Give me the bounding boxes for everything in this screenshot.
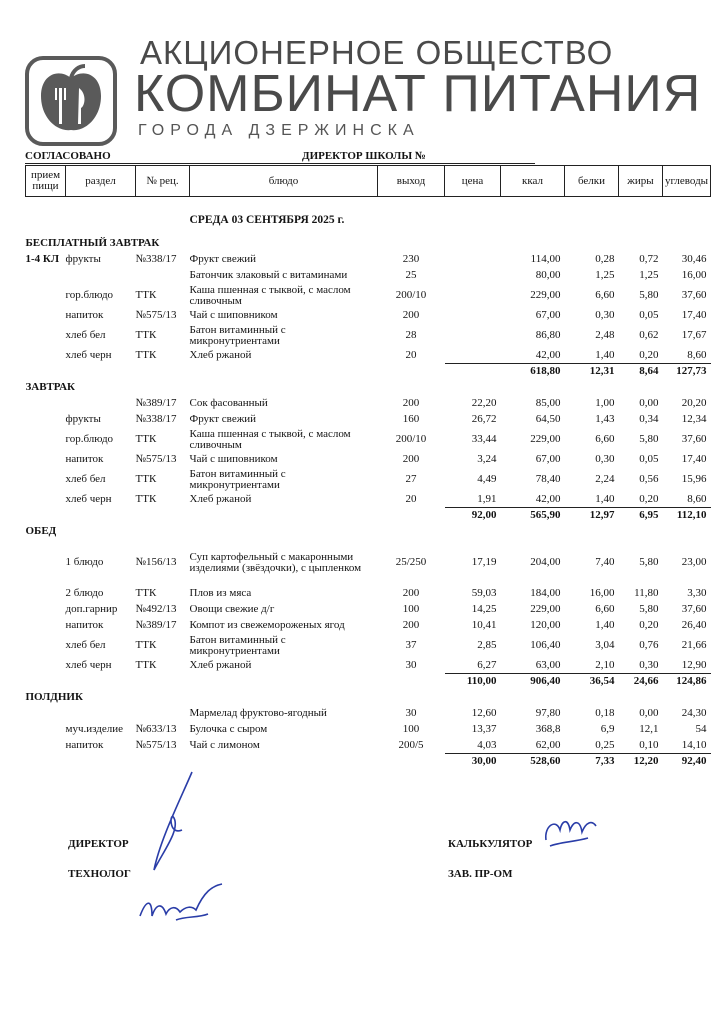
cell-yield: 200/10 <box>395 289 427 301</box>
cell-protein: 0,18 <box>595 707 615 719</box>
total-fat: 8,64 <box>639 365 659 378</box>
cell-protein: 2,48 <box>595 329 615 341</box>
cell-section: хлеб черн <box>65 349 112 361</box>
cell-fat: 1,25 <box>639 269 659 281</box>
cell-fat: 0,72 <box>639 253 659 265</box>
cell-price: 3,24 <box>477 453 497 465</box>
company-logo <box>25 56 117 146</box>
section-title-row <box>26 690 711 706</box>
cell-fat: 0,00 <box>639 397 659 409</box>
menu-row <box>26 586 711 602</box>
cell-protein: 2,10 <box>565 658 619 674</box>
cell-section: фрукты <box>65 253 101 265</box>
cell-meal <box>26 540 66 586</box>
total-carbs: 112,10 <box>676 509 707 522</box>
cell-carbs: 20,20 <box>681 397 707 409</box>
menu-body <box>26 197 711 770</box>
section-title: ЗАВТРАК <box>25 381 76 393</box>
cell-meal <box>26 428 66 452</box>
cell-recipe: №389/17 <box>135 397 177 409</box>
total-protein: 7,33 <box>595 755 615 768</box>
cell-section: напиток <box>65 309 104 321</box>
cell-fat: 0,05 <box>639 309 659 321</box>
section-title-row <box>26 236 711 252</box>
menu-row <box>26 324 711 348</box>
cell-kcal: 85,00 <box>535 397 561 409</box>
cell-kcal: 64,50 <box>535 413 561 425</box>
cell-meal <box>26 348 66 364</box>
menu-row <box>26 722 711 738</box>
cell-price <box>445 348 501 364</box>
total-carbs: 124,86 <box>676 675 707 688</box>
cell-kcal: 120,00 <box>530 619 561 631</box>
cell-yield: 20 <box>405 349 417 361</box>
menu-row <box>26 492 711 508</box>
cell-recipe: ТТК <box>135 349 157 361</box>
cell-fat: 0,76 <box>639 639 659 651</box>
cell-carbs: 23,00 <box>681 556 707 568</box>
cell-fat: 0,20 <box>639 619 659 631</box>
menu-row <box>26 634 711 658</box>
section-title: ПОЛДНИК <box>25 691 83 703</box>
cell-fat: 11,80 <box>634 587 659 599</box>
cell-price: 12,60 <box>471 707 497 719</box>
cell-kcal: 368,8 <box>535 723 561 735</box>
cell-price <box>445 308 501 324</box>
cell-carbs: 17,40 <box>681 309 707 321</box>
cell-recipe: №338/17 <box>135 253 177 265</box>
menu-row <box>26 658 711 674</box>
cell-yield: 160 <box>402 413 420 425</box>
cell-protein: 1,00 <box>595 397 615 409</box>
cell-yield: 200/5 <box>398 739 424 751</box>
cell-carbs: 24,30 <box>681 707 707 719</box>
menu-row <box>26 252 711 268</box>
col-header: жиры <box>619 166 663 197</box>
cell-protein: 16,00 <box>589 587 615 599</box>
cell-price: 4,03 <box>445 738 501 754</box>
cell-meal <box>26 468 66 492</box>
cell-dish: Батон витаминный с микронутриентами <box>189 323 286 347</box>
cell-fat: 0,20 <box>619 348 663 364</box>
cell-price: 2,85 <box>477 639 497 651</box>
cell-section: доп.гарнир <box>65 603 118 615</box>
technologist-signature-icon <box>136 880 236 930</box>
cell-dish: Батон витаминный с микронутриентами <box>189 467 286 491</box>
section-total-row <box>26 508 711 524</box>
section-title: БЕСПЛАТНЫЙ ЗАВТРАК <box>25 237 160 249</box>
cell-yield: 200 <box>402 453 420 465</box>
cell-kcal: 80,00 <box>535 269 561 281</box>
cell-meal <box>26 602 66 618</box>
total-carbs: 127,73 <box>676 365 707 378</box>
cell-meal <box>26 412 66 428</box>
cell-section: напиток <box>65 619 104 631</box>
table-header-row <box>26 166 711 197</box>
cell-carbs: 37,60 <box>681 433 707 445</box>
cell-carbs: 3,30 <box>687 587 707 599</box>
cell-protein: 7,40 <box>595 556 615 568</box>
section-total-row <box>26 364 711 380</box>
cell-protein: 1,40 <box>595 619 615 631</box>
cell-section: хлеб черн <box>65 493 112 505</box>
calculator-signature-icon <box>540 812 600 852</box>
total-price: 30,00 <box>471 755 497 768</box>
cell-price: 22,20 <box>471 397 497 409</box>
apple-fork-knife-icon <box>29 60 113 142</box>
director-signature-label: ДИРЕКТОР <box>68 838 129 850</box>
cell-price <box>445 324 501 348</box>
menu-row <box>26 348 711 364</box>
cell-fat: 5,80 <box>639 433 659 445</box>
cell-meal <box>26 284 66 308</box>
cell-kcal: 114,00 <box>530 253 561 265</box>
cell-meal: 1-4 КЛ <box>25 253 60 265</box>
menu-row <box>26 308 711 324</box>
school-director-label: ДИРЕКТОР ШКОЛЫ № <box>302 150 426 162</box>
cell-yield: 37 <box>405 639 417 651</box>
cell-yield: 100 <box>402 603 420 615</box>
cell-price: 10,41 <box>471 619 497 631</box>
technologist-signature-label: ТЕХНОЛОГ <box>68 868 131 880</box>
total-kcal: 528,60 <box>530 755 561 768</box>
cell-protein: 1,40 <box>565 492 619 508</box>
head-production-signature-label: ЗАВ. ПР-ОМ <box>448 868 513 880</box>
total-protein: 12,97 <box>589 509 615 522</box>
cell-meal <box>26 634 66 658</box>
menu-row <box>26 602 711 618</box>
total-protein: 12,31 <box>589 365 615 378</box>
cell-dish: Фрукт свежий <box>189 253 257 265</box>
cell-dish: Сок фасованный <box>189 397 268 409</box>
cell-fat: 0,20 <box>619 492 663 508</box>
cell-carbs: 17,40 <box>681 453 707 465</box>
cell-protein: 6,60 <box>595 603 615 615</box>
cell-carbs: 16,00 <box>681 269 707 281</box>
cell-section: напиток <box>65 739 104 751</box>
cell-price: 59,03 <box>471 587 497 599</box>
total-fat: 24,66 <box>633 675 659 688</box>
cell-recipe <box>136 706 190 722</box>
cell-recipe: ТТК <box>135 587 157 599</box>
cell-protein: 1,43 <box>595 413 615 425</box>
cell-dish: Компот из свежемороженых ягод <box>189 619 345 631</box>
org-name-line3: ГОРОДА ДЗЕРЖИНСКА <box>138 122 420 139</box>
cell-price <box>445 268 501 284</box>
cell-yield: 200 <box>402 619 420 631</box>
cell-yield: 200 <box>402 397 420 409</box>
cell-fat: 0,10 <box>619 738 663 754</box>
cell-kcal: 86,80 <box>535 329 561 341</box>
cell-section: 2 блюдо <box>65 587 104 599</box>
cell-section: фрукты <box>65 413 101 425</box>
cell-meal <box>26 268 66 284</box>
cell-meal <box>26 706 66 722</box>
cell-recipe: №338/17 <box>135 413 177 425</box>
cell-meal <box>26 396 66 412</box>
total-fat: 12,20 <box>633 755 659 768</box>
cell-carbs: 8,60 <box>663 492 711 508</box>
cell-kcal: 42,00 <box>501 492 565 508</box>
calculator-signature-label: КАЛЬКУЛЯТОР <box>448 838 533 850</box>
cell-meal <box>26 324 66 348</box>
cell-recipe: ТТК <box>135 659 157 671</box>
col-header: цена <box>445 166 501 197</box>
cell-section: гор.блюдо <box>65 289 114 301</box>
cell-price: 14,25 <box>471 603 497 615</box>
cell-protein: 6,60 <box>595 433 615 445</box>
cell-kcal: 67,00 <box>535 309 561 321</box>
cell-dish: Булочка с сыром <box>189 723 268 735</box>
cell-protein: 0,25 <box>565 738 619 754</box>
cell-fat: 5,80 <box>639 556 659 568</box>
approved-label: СОГЛАСОВАНО <box>25 150 111 162</box>
cell-recipe: №156/13 <box>135 556 177 568</box>
cell-fat: 0,30 <box>619 658 663 674</box>
cell-section: хлеб бел <box>65 329 106 341</box>
cell-section: хлеб бел <box>65 473 106 485</box>
menu-row <box>26 738 711 754</box>
cell-section: гор.блюдо <box>65 433 114 445</box>
cell-carbs: 14,10 <box>663 738 711 754</box>
cell-dish: Хлеб ржаной <box>189 659 252 671</box>
cell-protein: 0,30 <box>595 453 615 465</box>
menu-row <box>26 540 711 586</box>
cell-section <box>66 268 136 284</box>
cell-yield: 30 <box>405 659 417 671</box>
cell-dish: Хлеб ржаной <box>189 349 252 361</box>
cell-dish: Фрукт свежий <box>189 413 257 425</box>
cell-carbs: 30,46 <box>681 253 707 265</box>
cell-dish: Батончик злаковый с витаминами <box>189 269 348 281</box>
cell-yield: 25/250 <box>395 556 427 568</box>
cell-meal <box>26 452 66 468</box>
cell-recipe: №492/13 <box>135 603 177 615</box>
cell-price <box>445 252 501 268</box>
cell-meal <box>26 492 66 508</box>
cell-price: 6,27 <box>445 658 501 674</box>
cell-recipe: ТТК <box>135 329 157 341</box>
cell-carbs: 12,34 <box>681 413 707 425</box>
cell-fat: 0,62 <box>639 329 659 341</box>
cell-recipe: №633/13 <box>135 723 177 735</box>
section-title-row <box>26 380 711 396</box>
cell-dish: Суп картофельный с макаронными изделиями (звёздочки), с цыпленком <box>189 550 362 574</box>
cell-carbs: 21,66 <box>681 639 707 651</box>
header-underline <box>25 163 535 164</box>
section-total-row <box>26 674 711 690</box>
cell-fat: 0,00 <box>639 707 659 719</box>
cell-meal <box>26 586 66 602</box>
cell-yield: 200 <box>402 309 420 321</box>
cell-yield: 25 <box>405 269 417 281</box>
cell-fat: 0,56 <box>639 473 659 485</box>
cell-fat: 0,05 <box>639 453 659 465</box>
cell-dish: Хлеб ржаной <box>189 493 252 505</box>
cell-protein: 3,04 <box>595 639 615 651</box>
col-header: прием пищи <box>26 166 66 197</box>
cell-section: 1 блюдо <box>65 556 104 568</box>
cell-section: хлеб бел <box>65 639 106 651</box>
total-fat: 6,95 <box>639 509 659 522</box>
cell-recipe: ТТК <box>135 289 157 301</box>
cell-recipe: ТТК <box>135 473 157 485</box>
cell-price: 33,44 <box>471 433 497 445</box>
cell-price <box>445 284 501 308</box>
menu-row <box>26 452 711 468</box>
cell-recipe: ТТК <box>135 639 157 651</box>
menu-table <box>25 165 711 770</box>
cell-recipe: ТТК <box>135 433 157 445</box>
cell-dish: Чай с лимоном <box>189 739 260 751</box>
director-signature-icon <box>140 770 220 880</box>
cell-protein: 0,28 <box>595 253 615 265</box>
cell-recipe: ТТК <box>135 493 157 505</box>
cell-carbs: 37,60 <box>681 289 707 301</box>
menu-row <box>26 468 711 492</box>
cell-section: напиток <box>65 453 104 465</box>
section-total-row <box>26 754 711 770</box>
cell-recipe <box>136 268 190 284</box>
col-header: углеводы <box>663 166 711 197</box>
menu-row <box>26 618 711 634</box>
col-header: ккал <box>501 166 565 197</box>
org-name-line1: АКЦИОНЕРНОЕ ОБЩЕСТВО <box>140 34 614 71</box>
total-kcal: 618,80 <box>530 365 561 378</box>
col-header: блюдо <box>190 166 378 197</box>
cell-protein: 2,24 <box>595 473 615 485</box>
cell-meal <box>26 618 66 634</box>
cell-kcal: 106,40 <box>530 639 561 651</box>
cell-kcal: 63,00 <box>501 658 565 674</box>
cell-kcal: 184,00 <box>530 587 561 599</box>
cell-price: 17,19 <box>471 556 497 568</box>
cell-dish: Батон витаминный с микронутриентами <box>189 633 286 657</box>
cell-recipe: №575/13 <box>135 309 177 321</box>
cell-protein: 1,40 <box>565 348 619 364</box>
org-name-line2: КОМБИНАТ ПИТАНИЯ <box>134 65 702 123</box>
cell-dish: Чай с шиповником <box>189 453 278 465</box>
cell-dish: Плов из мяса <box>189 587 252 599</box>
cell-carbs: 15,96 <box>681 473 707 485</box>
total-carbs: 92,40 <box>681 755 707 768</box>
cell-kcal: 78,40 <box>535 473 561 485</box>
cell-yield: 20 <box>405 493 417 505</box>
cell-protein: 1,25 <box>595 269 615 281</box>
cell-carbs: 12,90 <box>663 658 711 674</box>
cell-price: 4,49 <box>477 473 497 485</box>
cell-yield: 200 <box>402 587 420 599</box>
cell-kcal: 229,00 <box>530 603 561 615</box>
col-header: раздел <box>66 166 136 197</box>
section-title: ОБЕД <box>25 525 57 537</box>
cell-kcal: 229,00 <box>530 289 561 301</box>
cell-recipe: №575/13 <box>135 739 177 751</box>
cell-carbs: 26,40 <box>681 619 707 631</box>
cell-meal <box>26 738 66 754</box>
cell-dish: Каша пшенная с тыквой, с маслом сливочным <box>189 283 351 307</box>
cell-dish: Овощи свежие д/г <box>189 603 275 615</box>
col-header: выход <box>378 166 445 197</box>
cell-yield: 230 <box>402 253 420 265</box>
cell-fat: 12,1 <box>639 723 659 735</box>
cell-carbs: 37,60 <box>681 603 707 615</box>
cell-kcal: 62,00 <box>501 738 565 754</box>
cell-section: муч.изделие <box>65 723 124 735</box>
date-title: СРЕДА 03 СЕНТЯБРЯ 2025 г. <box>189 213 345 226</box>
cell-recipe: №575/13 <box>135 453 177 465</box>
cell-price: 13,37 <box>471 723 497 735</box>
cell-kcal: 97,80 <box>535 707 561 719</box>
cell-price: 26,72 <box>471 413 497 425</box>
cell-fat: 5,80 <box>639 289 659 301</box>
cell-protein: 0,30 <box>595 309 615 321</box>
total-kcal: 565,90 <box>530 509 561 522</box>
menu-row <box>26 268 711 284</box>
cell-dish: Каша пшенная с тыквой, с маслом сливочным <box>189 427 351 451</box>
cell-kcal: 67,00 <box>535 453 561 465</box>
col-header: № рец. <box>136 166 190 197</box>
total-protein: 36,54 <box>589 675 615 688</box>
menu-row <box>26 412 711 428</box>
menu-row <box>26 706 711 722</box>
menu-row <box>26 396 711 412</box>
cell-protein: 6,9 <box>600 723 615 735</box>
cell-kcal: 42,00 <box>501 348 565 364</box>
cell-kcal: 229,00 <box>530 433 561 445</box>
cell-fat: 0,34 <box>639 413 659 425</box>
col-header: белки <box>565 166 619 197</box>
cell-dish: Чай с шиповником <box>189 309 278 321</box>
section-title-row <box>26 524 711 540</box>
cell-protein: 6,60 <box>595 289 615 301</box>
cell-yield: 30 <box>405 707 417 719</box>
total-price: 92,00 <box>471 509 497 522</box>
cell-dish: Мармелад фруктово-ягодный <box>189 707 327 719</box>
cell-kcal: 204,00 <box>530 556 561 568</box>
cell-yield: 200/10 <box>395 433 427 445</box>
cell-meal <box>26 308 66 324</box>
cell-carbs: 54 <box>695 723 707 735</box>
cell-meal <box>26 722 66 738</box>
cell-section: хлеб черн <box>65 659 112 671</box>
cell-fat: 5,80 <box>639 603 659 615</box>
cell-recipe: №389/17 <box>135 619 177 631</box>
total-price <box>445 364 501 380</box>
total-price: 110,00 <box>466 675 497 688</box>
total-kcal: 906,40 <box>530 675 561 688</box>
cell-carbs: 17,67 <box>681 329 707 341</box>
cell-yield: 27 <box>405 473 417 485</box>
menu-row <box>26 428 711 452</box>
cell-section <box>66 396 136 412</box>
menu-row <box>26 284 711 308</box>
cell-yield: 100 <box>402 723 420 735</box>
cell-carbs: 8,60 <box>663 348 711 364</box>
cell-section <box>66 706 136 722</box>
cell-yield: 28 <box>405 329 417 341</box>
cell-price: 1,91 <box>445 492 501 508</box>
cell-meal <box>26 658 66 674</box>
